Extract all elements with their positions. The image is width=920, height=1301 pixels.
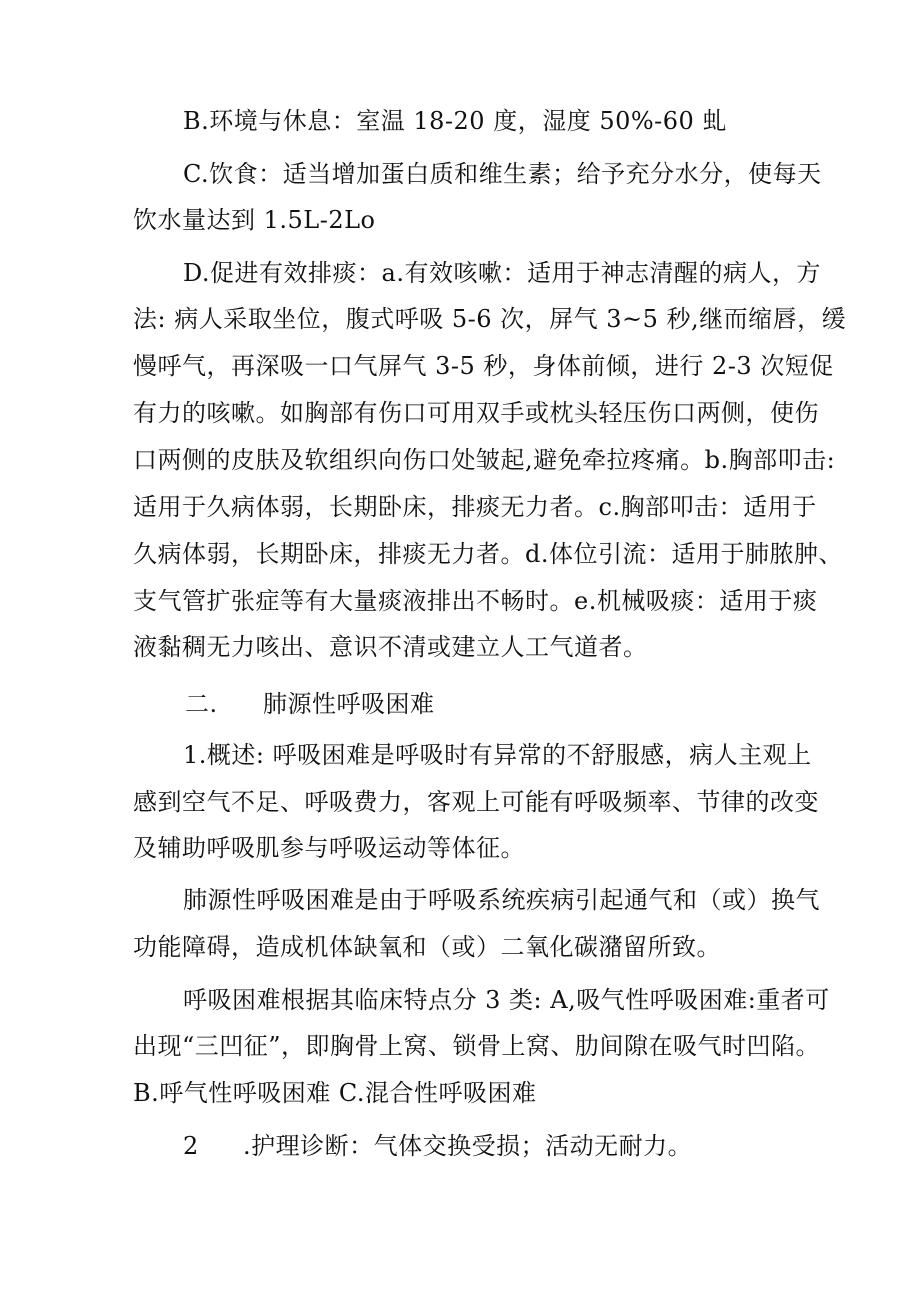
paragraph-line: D.促进有效排痰：a.有效咳嗽：适用于神志清醒的病人，方 [183,259,821,287]
paragraph-line: 肺源性呼吸困难是由于呼吸系统疾病引起通气和（或）换气 [183,886,820,914]
paragraph-line: B.环境与休息：室温 18-20 度，湿度 50%-60 虬 [183,107,727,135]
paragraph-line: 慢呼气，再深吸一口气屏气 3-5 秒，身体前倾，进行 2-3 次短促 [133,352,834,380]
paragraph-line: 感到空气不足、呼吸费力，客观上可能有呼吸频率、节律的改变 [133,788,819,816]
paragraph-line: 呼吸困难根据其临床特点分 3 类: A,吸气性呼吸困难:重者可 [183,986,830,1014]
paragraph-line: 及辅助呼吸肌参与呼吸运动等体征。 [133,834,525,862]
paragraph-line: 适用于久病体弱，长期卧床，排痰无力者。c.胸部叩击：适用于 [133,493,817,521]
paragraph-line: C.饮食：适当增加蛋白质和维生素；给予充分水分，使每天 [183,160,822,188]
paragraph-line: 有力的咳嗽。如胸部有伤口可用双手或枕头轻压伤口两侧，使伤 [133,399,819,427]
item-text: .护理诊断：气体交换受损；活动无耐力。 [243,1132,693,1160]
paragraph-line: 口两侧的皮肤及软组织向伤口处皱起,避免牵拉疼痛。b.胸部叩击: [133,446,836,474]
paragraph-line: B.呼气性呼吸困难 C.混合性呼吸困难 [133,1079,537,1107]
paragraph-line: 支气管扩张症等有大量痰液排出不畅时。e.机械吸痰：适用于痰 [133,587,818,615]
item-number: 2 [183,1132,199,1160]
paragraph-line: 法: 病人采取坐位，腹式呼吸 5-6 次，屏气 3~5 秒,继而缩唇，缓 [133,305,847,333]
paragraph-line: 饮水量达到 1.5L-2Lo [133,206,376,234]
paragraph-line: 1.概述: 呼吸困难是呼吸时有异常的不舒服感，病人主观上 [183,741,812,769]
paragraph-line: 液黏稠无力咳出、意识不清或建立人工气道者。 [133,633,648,661]
paragraph-line: 久病体弱，长期卧床，排痰无力者。d.体位引流：适用于肺脓肿、 [133,540,843,568]
paragraph-line: 出现“三凹征”，即胸骨上窝、锁骨上窝、肋间隙在吸气时凹陷。 [133,1032,821,1060]
paragraph-line: 功能障碍，造成机体缺氧和（或）二氧化碳潴留所致。 [133,933,721,961]
section-title: 肺源性呼吸困难 [263,690,435,718]
section-number: 二. [185,690,218,718]
